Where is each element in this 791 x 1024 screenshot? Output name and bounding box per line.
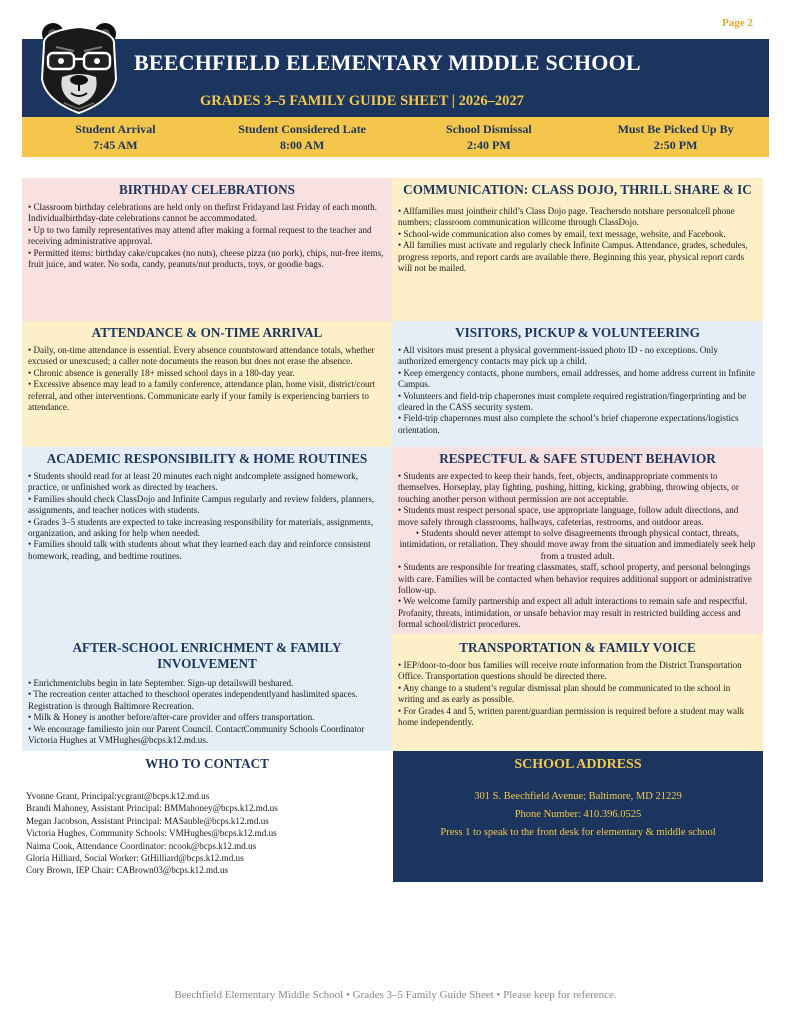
list-item: • Classroom birthday celebrations are held only on thefirst Fridayand last Friday of each month. Individualbirthday-date celebrations cannot be accommodated. [28, 202, 377, 224]
section-afterschool [22, 634, 392, 751]
list-item: • IEP/door-to-door bus families will receive route information from the District Transportation Office. Transportation questions should be directed there. [398, 660, 742, 682]
list-item: • Students are expected to keep their hands, feet, objects, andinappropriate comments to themselves. Horseplay, play fighting, pushing, hitting, kicking, grabbing, throwing objects, or touching another person without permission are not acceptable. [398, 471, 739, 504]
address-phone: Phone Number: 410.396.0525 [514, 809, 642, 820]
section-visitors [392, 321, 763, 447]
section-academic [22, 447, 392, 634]
list-item: • Excessive absence may lead to a family conference, attendance plan, home visit, district/court referral, and other interventions. Communicate early if your family is experiencing barriers to attendance. [28, 379, 376, 413]
list-item: • Volunteers and field-trip chaperones must complete required registration/fingerprinting and be cleared in the CASS security system. [398, 390, 747, 413]
header-banner [22, 39, 769, 117]
list-item: • Up to two family representatives may attend after making a formal request to the teacher and receiving administrative approval. [28, 224, 372, 247]
list-item: • Families should talk with students about what they learned each day and reinforce consistent homework, reading, and bedtime routines. [28, 539, 371, 561]
list-item: • Daily, on-time attendance is essential. Every absence countstoward attendance totals, whether excused or unexcused; a caller note documents the reason but does not erase the absence. [28, 345, 375, 367]
school-title: BEECHFIELD ELEMENTARY MIDDLE SCHOOL [134, 50, 641, 75]
section-address [393, 751, 763, 882]
list-item: • Enrichmentclubs begin in late September. Sign-up detailswill beshared. [28, 678, 294, 688]
list-item: • Students are responsible for treating classmates, staff, school property, and personal belongings with care. Families will be contacted when behavior requires additional support or administrative follow-up. [398, 562, 752, 596]
list-item: • Grades 3–5 students are expected to take increasing responsibility for materials, assignments, organization, and asking for help when needed. [28, 516, 374, 539]
time-dismissal: School Dismissal 2:40 PM [446, 122, 532, 152]
section-title: BIRTHDAY CELEBRATIONS [118, 182, 296, 197]
list-item: • Students should read for at least 20 minutes each night andcomplete assigned homework, practice, or unfinished work as directed by teachers. [28, 471, 358, 493]
list-item: • All families must activate and regularly check Infinite Campus. Attendance, grades, schedules, progress reports, and report cards are available there. Beginning this year, physical report cards will not be mailed. [398, 240, 748, 274]
list-item: • Keep emergency contacts, phone numbers, email addresses, and home address current in Infinite Campus. [398, 367, 756, 390]
contact-person: Naima Cook, Attendance Coordinator: ncook@bcps.k12.md.us [26, 840, 257, 851]
section-title: SCHOOL ADDRESS [514, 757, 642, 772]
list-item: • Any change to a student’s regular dismissal plan should be communicated to the school in writing and as early as possible. [398, 682, 731, 705]
section-title: TRANSPORTATION & FAMILY VOICE [459, 640, 696, 655]
time-late: Student Considered Late 8:00 AM [238, 122, 367, 152]
list-item: • For Grades 4 and 5, written parent/guardian permission is required before a student may walk home independently. [398, 705, 745, 728]
contact-person: Victoria Hughes, Community Schools: VMHughes@bcps.k12.md.us [26, 828, 277, 839]
contact-person: Brandi Mahoney, Assistant Principal: BMMahoney@bcps.k12.md.us [26, 803, 278, 814]
page-number: Page 2 [722, 17, 753, 29]
guide-subtitle: GRADES 3–5 FAMILY GUIDE SHEET | 2026–2027 [200, 93, 524, 109]
section-title: RESPECTFUL & SAFE STUDENT BEHAVIOR [439, 451, 716, 466]
bear-mascot-logo [34, 17, 124, 117]
contact-person: Gloria Hilliard, Social Worker: GtHilliard@bcps.k12.md.us [26, 853, 244, 864]
contact-person: Yvonne Grant, Principal:ycgrant@bcps.k12.md.us [26, 791, 210, 801]
list-item: • Field-trip chaperones must also complete the school’s brief chaperone expectations/logistics orientation. [398, 413, 739, 435]
contact-person: Megan Jacobson, Assistant Principal: MASauble@bcps.k12.md.us [26, 815, 269, 826]
list-item: • The recreation center attached to theschool operates independentlyand haslimited spaces. Registration is through Baltimore Recreation. [28, 689, 358, 711]
list-item: • We welcome family partnership and expect all adult interactions to remain safe and respectful. Profanity, threats, intimidation, or unsafe behavior may result in restricted building access and formal school/district procedures. [398, 596, 747, 630]
list-item: • Permitted items: birthday cake/cupcakes (no nuts), cheese pizza (no pork), chips, nut-free items, fruit juice, and water. No soda, candy, peanuts/nut products, toys, or goodie bags. [28, 247, 384, 270]
list-item: • Allfamilies must jointheir child’s Class Dojo page. Teachersdo notshare personalcell phone numbers; classroom communication willcome through ClassDojo. [398, 206, 735, 228]
address-note: Press 1 to speak to the front desk for elementary & middle school [440, 827, 716, 838]
list-item: • School-wide communication also comes by email, text message, website, and Facebook. [398, 228, 726, 239]
page-footer: Beechfield Elementary Middle School • Grades 3–5 Family Guide Sheet • Please keep for reference. [174, 989, 617, 1001]
section-title: AFTER-SCHOOL ENRICHMENT & FAMILY INVOLVEMENT [72, 640, 342, 671]
list-item: • Students should never attempt to solve disagreements through physical contact, threats, intimidation, or retaliation. They should move away from the situation and immediately seek help from a trusted adult. [399, 528, 756, 561]
section-contact [22, 751, 392, 882]
section-title: VISITORS, PICKUP & VOLUNTEERING [455, 325, 700, 340]
schedule-times-bar [22, 117, 769, 157]
section-title: WHO TO CONTACT [145, 756, 269, 771]
list-item: • Families should check ClassDojo and Infinite Campus regularly and review folders, planners, assignments, and teacher notices with students. [28, 493, 375, 516]
section-birthday [22, 178, 392, 321]
section-attendance [22, 321, 392, 447]
time-arrival: Student Arrival 7:45 AM [75, 122, 156, 152]
section-title: COMMUNICATION: CLASS DOJO, THRILL SHARE & IC [403, 182, 752, 197]
list-item: • Milk & Honey is another before/after-care provider and offers transportation. [28, 712, 315, 723]
section-transportation [392, 634, 763, 751]
list-item: • All visitors must present a physical government-issued photo ID - no exceptions. Only authorized emergency contacts may pick up a child. [398, 345, 718, 367]
time-pickup: Must Be Picked Up By 2:50 PM [617, 122, 734, 152]
list-item: • We encourage familiesto join our Parent Council. ContactCommunity Schools Coordinator Victoria Hughes at VMHughes@bcps.k12.md.us. [28, 723, 365, 746]
section-title: ATTENDANCE & ON-TIME ARRIVAL [91, 325, 323, 340]
list-item: • Students must respect personal space, use appropriate language, follow adult directions, and move safely through classrooms, hallways, cafeterias, restrooms, and outdoor areas. [398, 505, 739, 527]
list-item: • Chronic absence is generally 18+ missed school days in a 180-day year. [28, 367, 295, 378]
section-title: ACADEMIC RESPONSIBILITY & HOME ROUTINES [46, 451, 368, 466]
contact-person: Cory Brown, IEP Chair: CABrown03@bcps.k12.md.us [26, 865, 229, 876]
section-communication [392, 178, 763, 321]
address-street: 301 S. Beechfield Avenue; Baltimore, MD 21229 [474, 791, 682, 802]
section-behavior [392, 447, 763, 634]
